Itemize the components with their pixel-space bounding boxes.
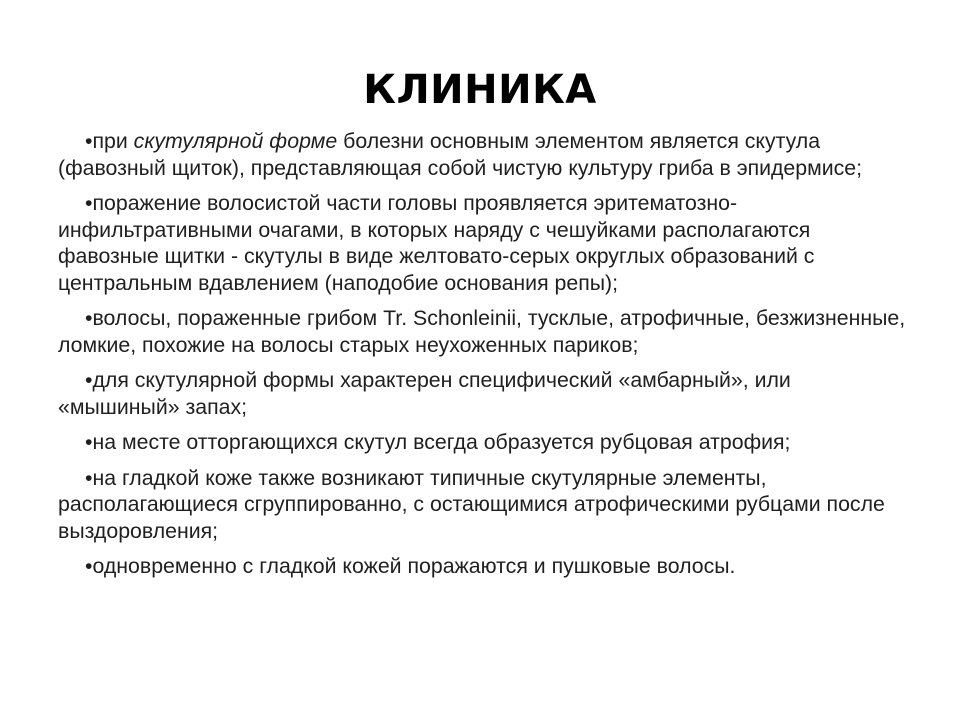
bullet-item — [58, 367, 914, 420]
bullet-item — [58, 190, 914, 296]
bullet-text: волосы, пораженные грибом Tr. Schonleinii, тусклые, атрофичные, безжизненные, ломкие, похожие на волосы старых неухоженных париков; — [58, 306, 906, 357]
bullet-text: одновременно с гладкой кожей поражаются и пушковые волосы. — [92, 554, 736, 578]
bullet-text-post: болезни основным элементом является скутула (фавозный щиток), представляющая собой чистую культуру гриба в эпидермисе; — [58, 129, 863, 180]
bullet-marker: • — [85, 465, 93, 490]
bullet-text-pre: при — [92, 129, 134, 153]
bullet-marker: • — [85, 129, 93, 153]
bullet-marker: • — [85, 191, 93, 215]
slide-title: КЛИНИКА — [363, 67, 597, 113]
bullet-marker: • — [85, 368, 93, 392]
bullet-text-italic: скутулярной форме — [133, 129, 338, 153]
bullet-text: на месте отторгающихся скутул всегда образуется рубцовая атрофия; — [92, 430, 791, 454]
bullet-item — [58, 429, 914, 456]
bullet-text: для скутулярной формы характерен специфический «амбарный», или «мышиный» запах; — [58, 368, 791, 419]
bullet-item — [58, 128, 914, 181]
bullet-marker: • — [85, 306, 93, 330]
bullet-text: поражение волосистой части головы проявляется эритематозно-инфильтративными очагами, в которых наряду с чешуйками располагаются фавозные щитки - скутулы в виде желтовато-серых округлых образований с центральным вдавлением (наподобие основания репы); — [58, 191, 815, 295]
bullet-text: на гладкой коже также возникают типичные скутулярные элементы, располагающиеся сгруппированно, с остающимися атрофическими рубцами после выздоровления; — [58, 465, 885, 543]
bullet-item — [58, 305, 914, 358]
bullet-marker: • — [85, 554, 93, 578]
bullet-marker: • — [85, 430, 93, 454]
bullet-item — [58, 465, 914, 545]
bullet-list — [58, 128, 914, 589]
bullet-item — [58, 553, 914, 580]
